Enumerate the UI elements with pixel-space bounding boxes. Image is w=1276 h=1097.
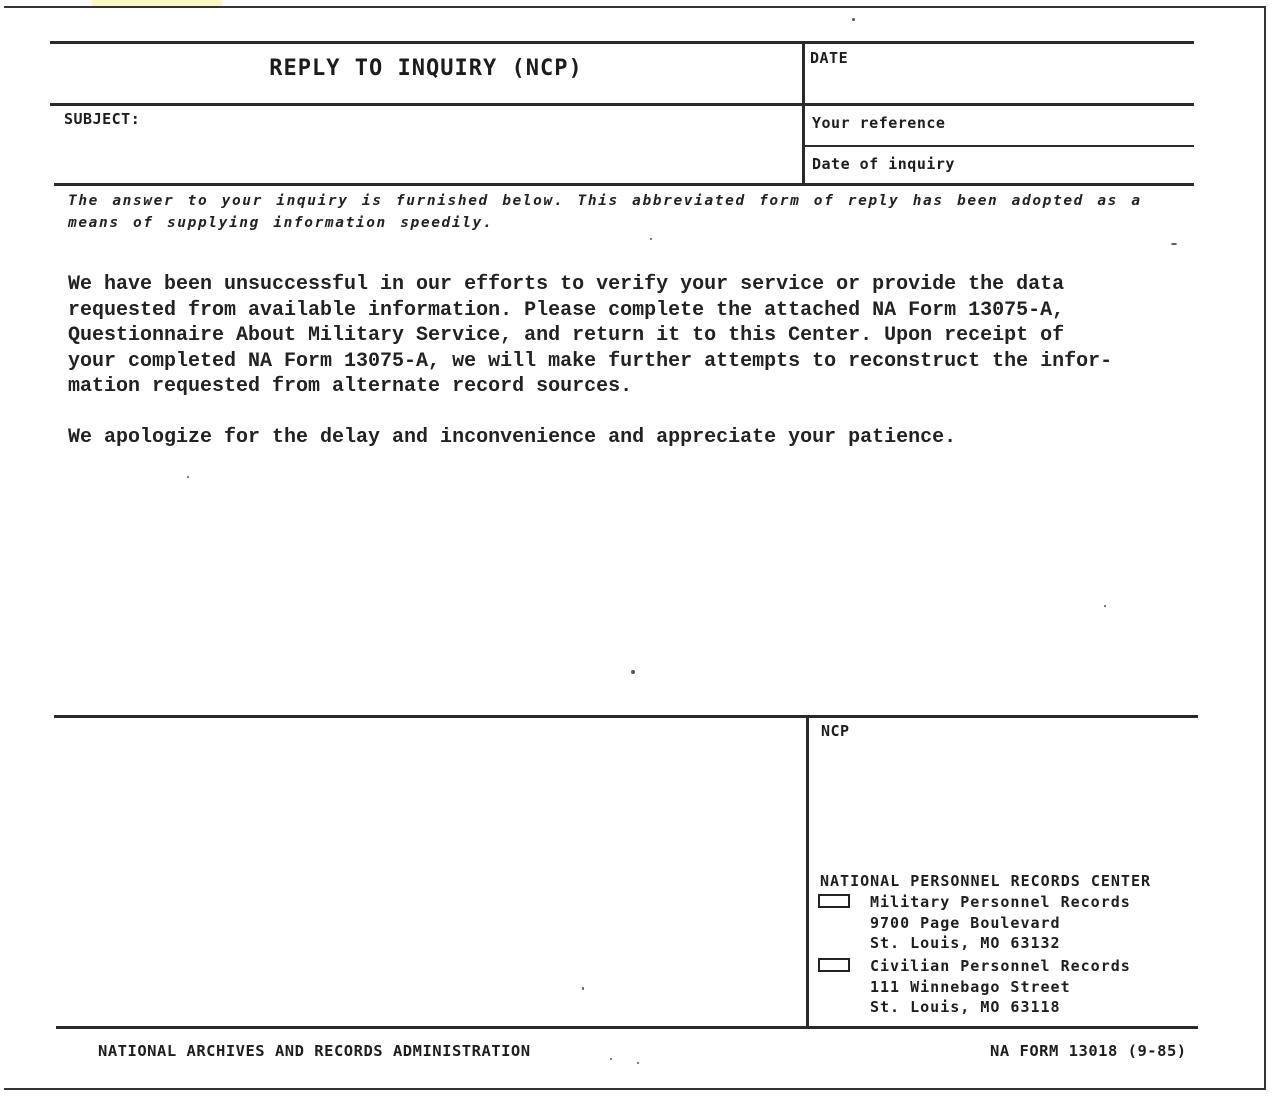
- military-records-city: St. Louis, MO 63132: [870, 934, 1061, 952]
- subject-rule: [50, 103, 1194, 106]
- ncp-label: NCP: [821, 722, 850, 740]
- paragraph-line: Questionnaire About Military Service, and return it to this Center. Upon receipt of: [68, 324, 1065, 347]
- subject-label: SUBJECT:: [64, 110, 141, 128]
- scan-speck: [1171, 243, 1177, 245]
- civilian-records-name: Civilian Personnel Records: [870, 957, 1131, 975]
- your-reference-label: Your reference: [812, 114, 946, 132]
- military-records-checkbox[interactable]: [818, 894, 850, 908]
- scan-speck: [650, 238, 652, 240]
- military-records-street: 9700 Page Boulevard: [870, 913, 1061, 932]
- scan-speck: [1104, 605, 1106, 607]
- paragraph-line: your completed NA Form 13075-A, we will make further attempts to reconstruct the infor-: [68, 349, 1113, 373]
- form-number: NA FORM 13018 (9-85): [990, 1042, 1187, 1060]
- military-records-name: Military Personnel Records: [870, 893, 1131, 911]
- agency-name: NATIONAL ARCHIVES AND RECORDS ADMINISTRATION: [98, 1042, 531, 1060]
- form-title: REPLY TO INQUIRY (NCP): [269, 56, 583, 81]
- header-divider: [802, 42, 805, 184]
- lower-divider: [806, 716, 809, 1028]
- scan-speck: [582, 987, 584, 990]
- note-line-2: means of supplying information speedily.: [68, 215, 494, 231]
- paragraph-line: mation requested from alternate record sources.: [68, 375, 633, 398]
- date-label: DATE: [810, 49, 849, 67]
- paragraph-line: requested from available information. Please complete the attached NA Form 13075-A,: [68, 298, 1065, 322]
- civilian-records-address: [870, 956, 1131, 1018]
- scan-speck: [610, 1058, 612, 1060]
- paragraph-line: We have been unsuccessful in our efforts to verify your service or provide the data: [68, 273, 1065, 296]
- civilian-records-city: St. Louis, MO 63118: [870, 998, 1061, 1016]
- form-note: [68, 190, 1168, 234]
- scan-speck: [852, 18, 855, 21]
- note-line-1: The answer to your inquiry is furnished below. This abbreviated form of reply has been adopted as a: [68, 193, 1142, 209]
- scan-speck: [187, 476, 189, 478]
- scan-speck: [637, 1062, 639, 1064]
- header-bottom-rule: [54, 183, 1194, 186]
- civilian-records-checkbox[interactable]: [818, 958, 850, 972]
- reference-rule: [804, 145, 1194, 147]
- center-name: NATIONAL PERSONNEL RECORDS CENTER: [820, 872, 1152, 890]
- lower-top-rule: [54, 715, 1198, 718]
- top-rule: [50, 41, 1194, 44]
- date-of-inquiry-label: Date of inquiry: [812, 155, 955, 173]
- reply-paragraph-2: We apologize for the delay and inconvenience and appreciate your patience.: [68, 426, 957, 449]
- military-records-address: [870, 892, 1131, 954]
- reply-paragraph-1: [68, 272, 1178, 400]
- civilian-records-street: 111 Winnebago Street: [870, 977, 1071, 996]
- footer-rule: [56, 1026, 1198, 1029]
- scan-speck: [631, 670, 635, 674]
